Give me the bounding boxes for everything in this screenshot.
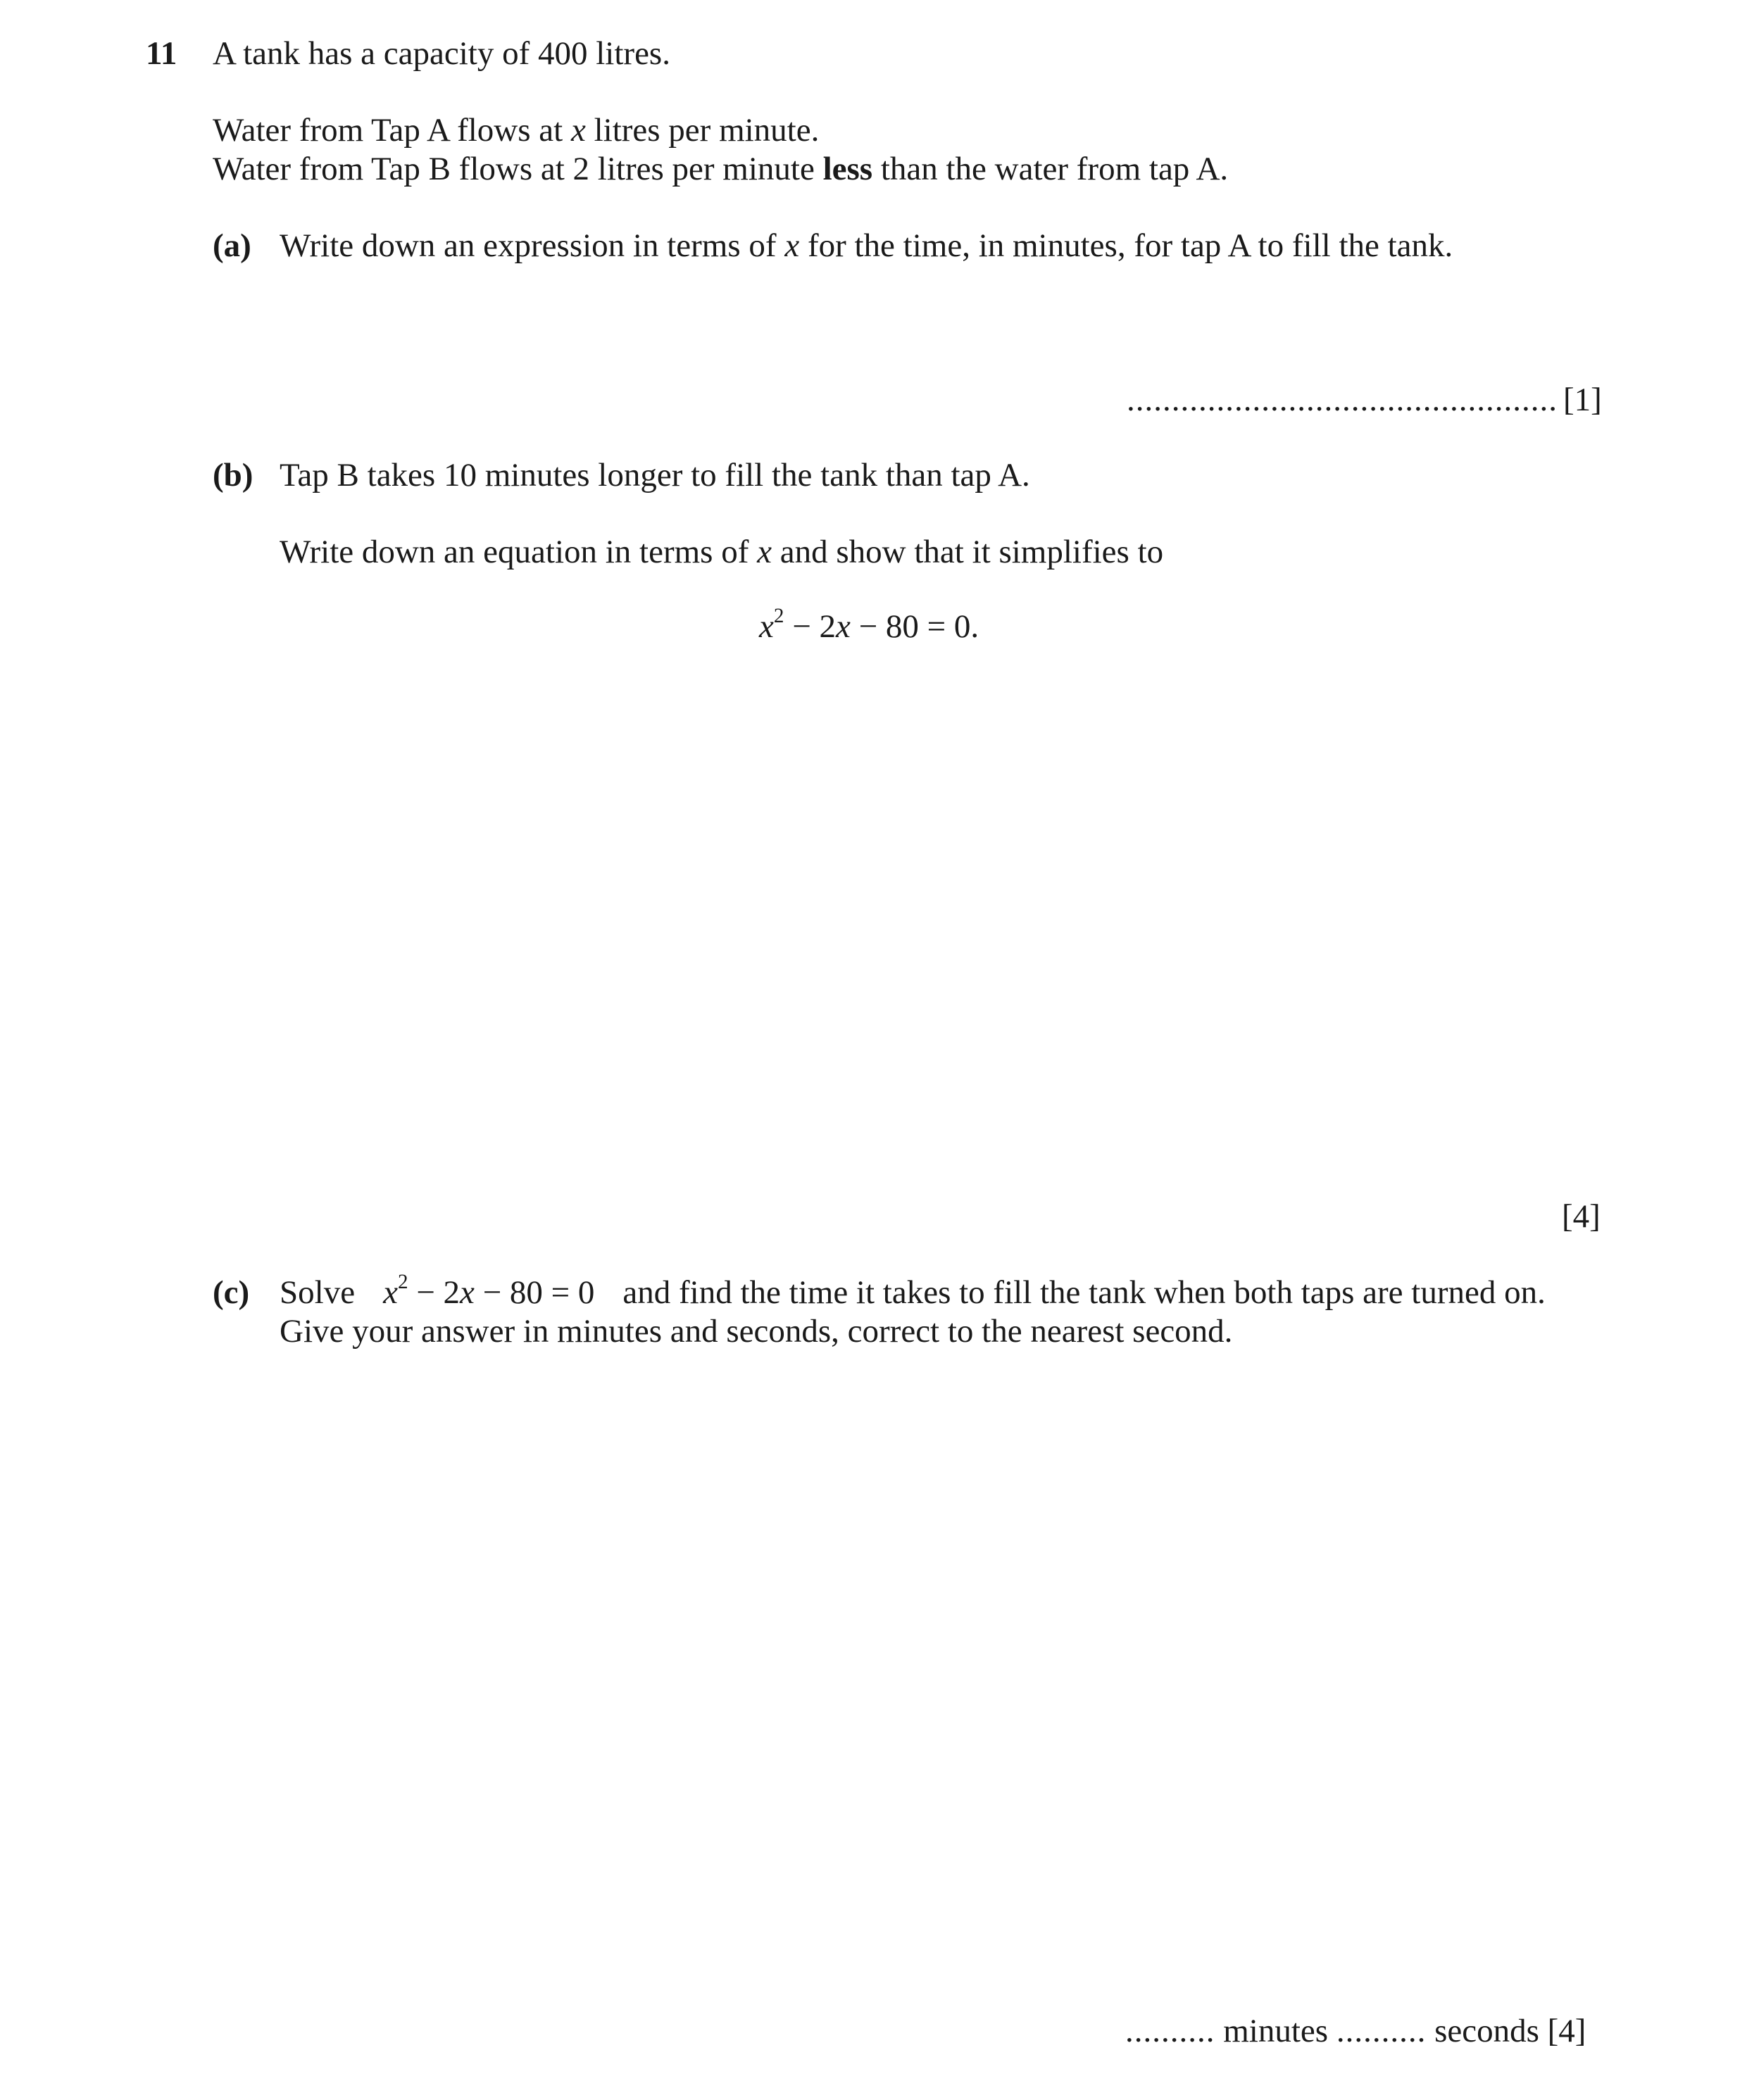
question-number: 11 xyxy=(146,35,177,72)
part-c-label: (c) xyxy=(213,1274,250,1311)
part-a-answer-line[interactable]: ................................................ xyxy=(1127,382,1558,418)
seconds-answer-field[interactable]: .......... xyxy=(1336,2013,1427,2049)
part-c-answer-line xyxy=(1125,2011,1586,2051)
part-c-instruction: Give your answer in minutes and seconds, correct to the nearest second. xyxy=(280,1313,1233,1350)
minutes-answer-field[interactable]: .......... xyxy=(1125,2013,1215,2049)
seconds-unit: seconds xyxy=(1434,2013,1539,2049)
tap-a-statement: Water from Tap A flows at x litres per minute. xyxy=(213,112,820,149)
part-a-label: (a) xyxy=(213,227,251,264)
minutes-unit: minutes xyxy=(1223,2013,1329,2049)
part-a-marks: [1] xyxy=(1563,382,1602,418)
part-b-label: (b) xyxy=(213,457,253,493)
part-b-instruction: Write down an equation in terms of x and show that it simplifies to xyxy=(280,534,1164,570)
part-c-prompt: Solve $x^2 - 2x - 80 = 0$ and find the time it takes to fill the tank when both taps are turned on. xyxy=(280,1270,1546,1311)
part-b-equation: $x^2 - 2x - 80 = 0$. xyxy=(759,604,979,645)
part-a-prompt: Write down an expression in terms of x for the time, in minutes, for tap A to fill the tank. xyxy=(280,227,1453,264)
part-b-prompt: Tap B takes 10 minutes longer to fill the tank than tap A. xyxy=(280,457,1030,493)
part-c-marks: [4] xyxy=(1547,2013,1586,2049)
tap-b-statement: Water from Tap B flows at 2 litres per minute less than the water from tap A. xyxy=(213,151,1229,187)
part-b-marks: [4] xyxy=(1562,1198,1601,1235)
question-intro: A tank has a capacity of 400 litres. xyxy=(213,35,670,72)
